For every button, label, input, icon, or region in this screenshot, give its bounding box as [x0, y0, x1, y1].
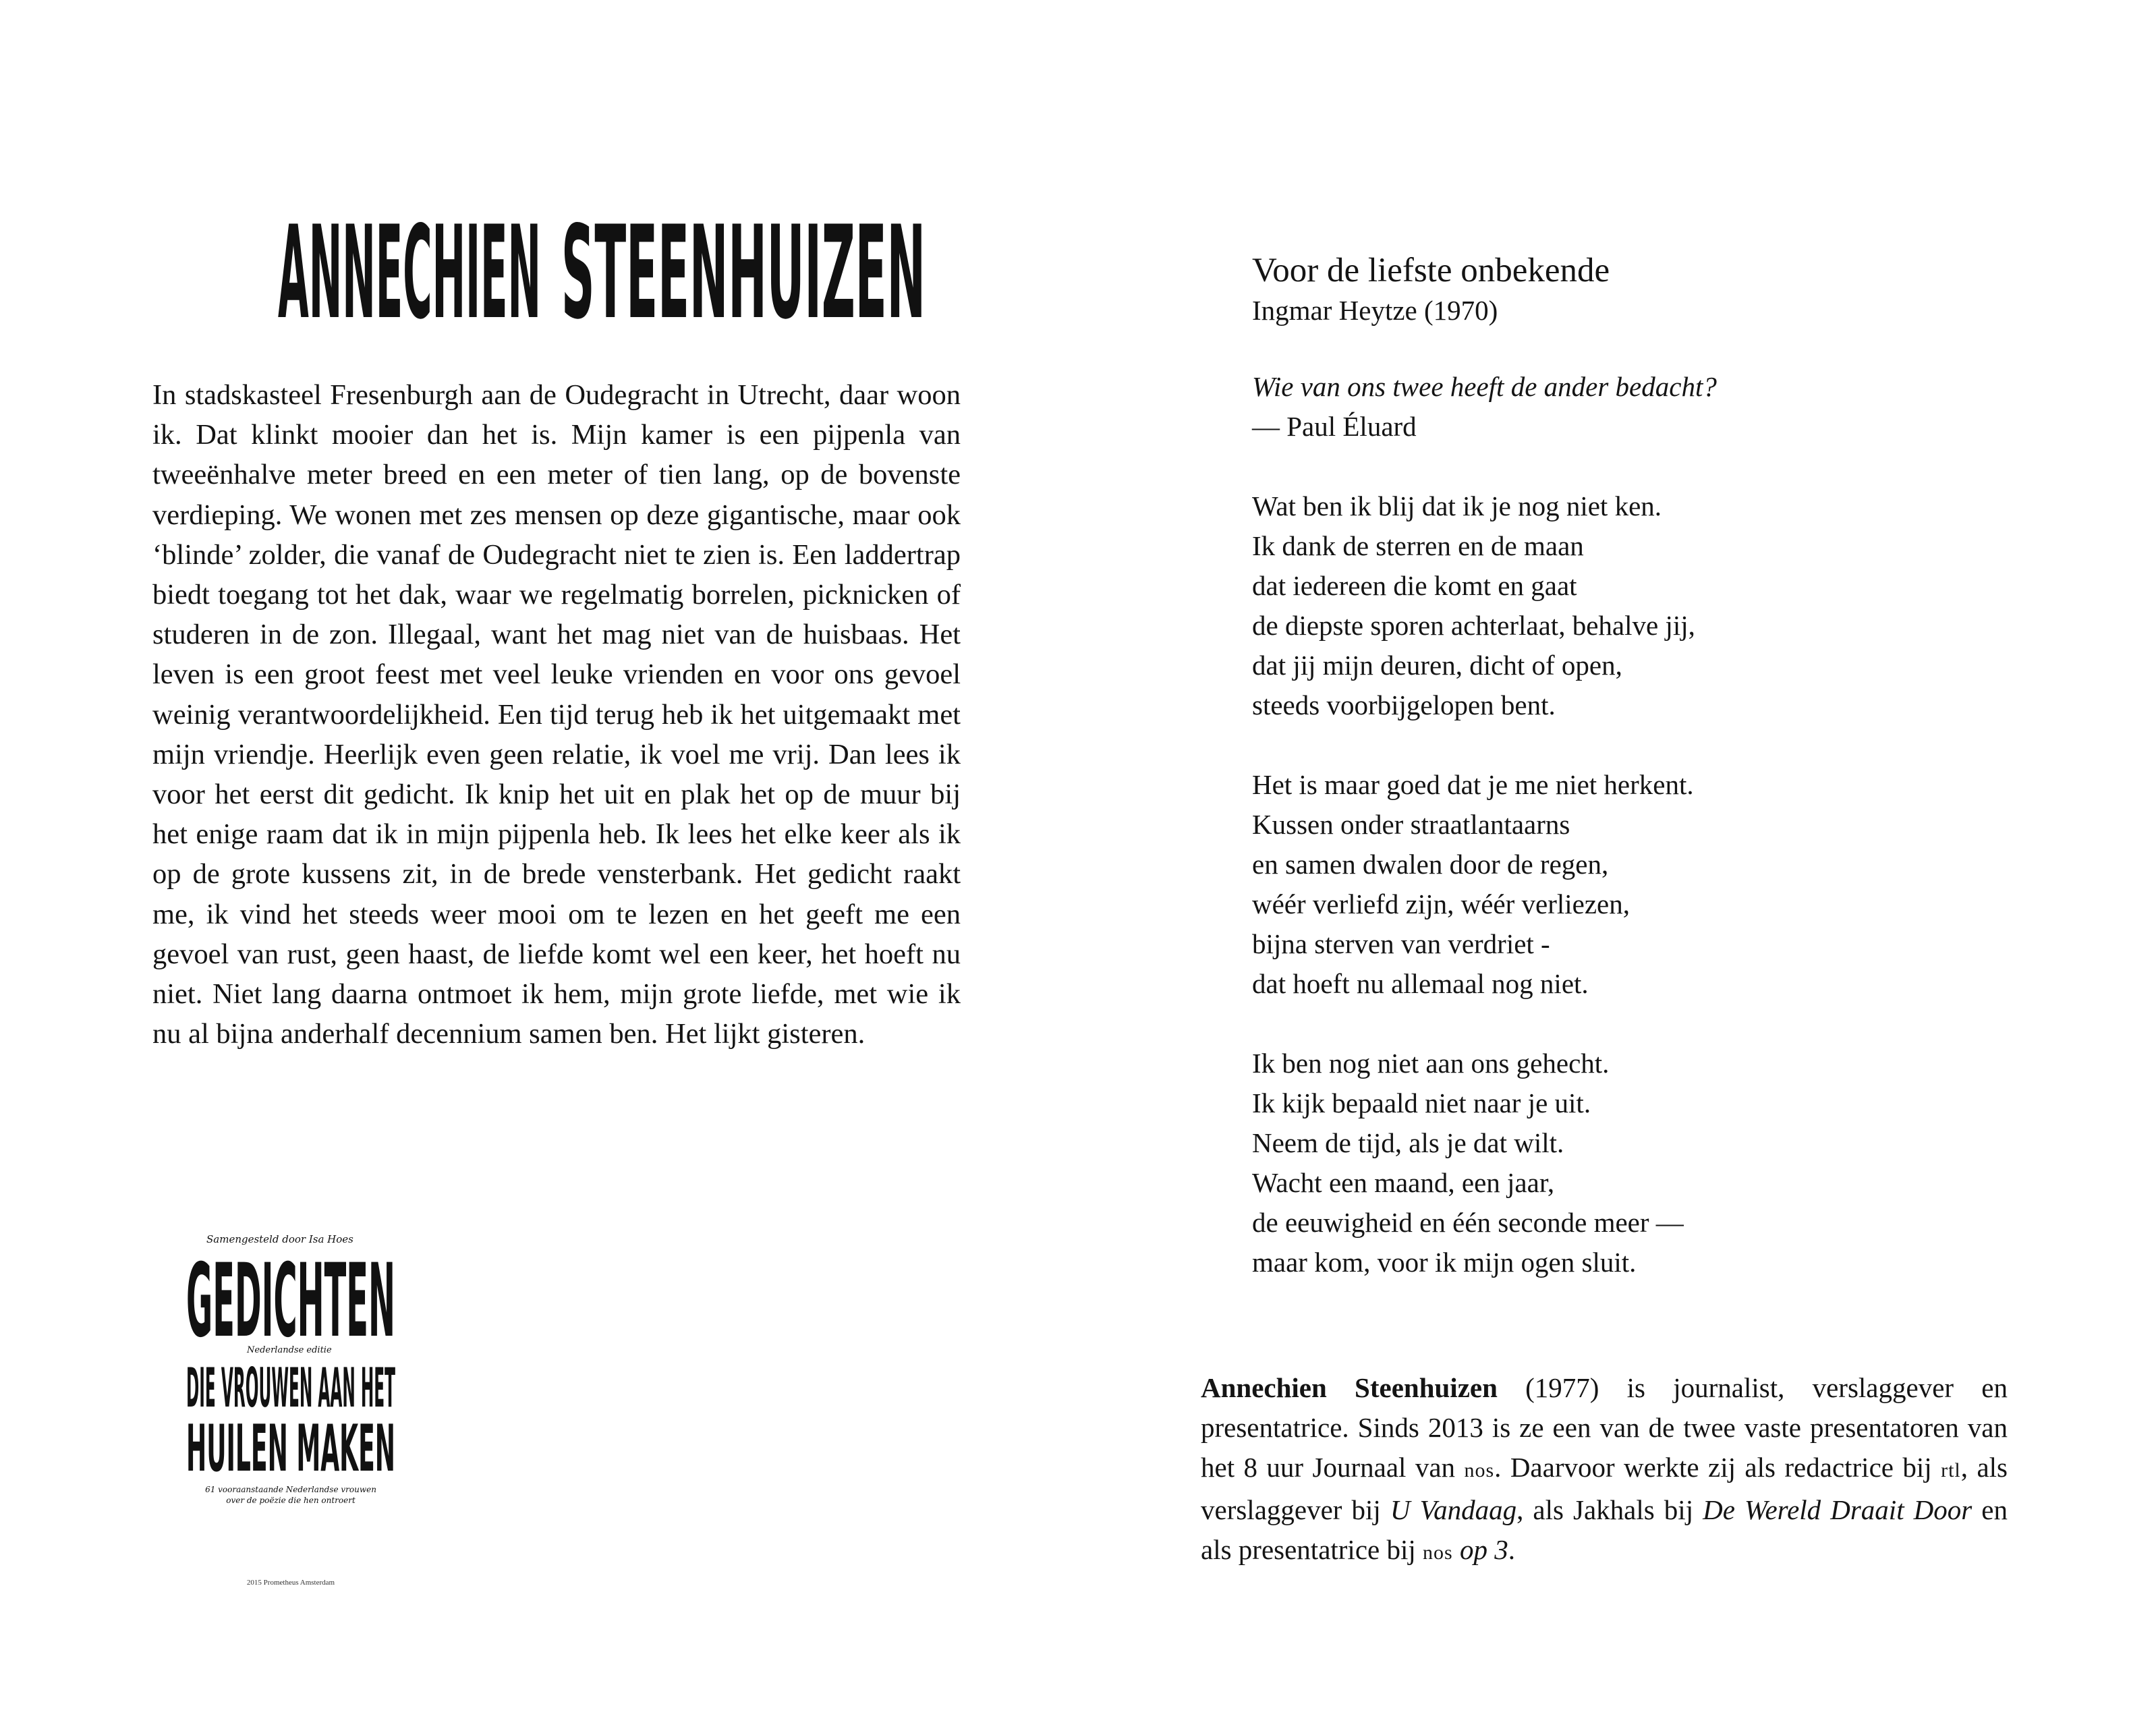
poem-line: steeds voorbijgelopen bent. — [1252, 689, 1556, 720]
poem-line: Ik ben nog niet aan ons gehecht. — [1252, 1048, 1610, 1079]
author-bio — [1201, 1368, 2008, 1573]
cover-subtitle-line-2: HUILEN MAKEN — [186, 1412, 395, 1486]
poem-line: Wacht een maand, een jaar, — [1252, 1167, 1555, 1198]
poem-line: de eeuwigheid en één seconde meer — — [1252, 1207, 1684, 1238]
poem-line: Ik dank de sterren en de maan — [1252, 530, 1584, 561]
poem-line: Wat ben ik blij dat ik je nog niet ken. — [1252, 490, 1662, 521]
personal-story: In stadskasteel Fresenburgh aan de Oudegracht in Utrecht, daar woon ik. Dat klinkt mooier dan het is. Mijn kamer is een pijpenla van tweeënhalve meter breed en een meter of tien lang, op de bovenste verdieping. We wonen met zes mensen op deze gigantische, maar ook ‘blinde’ zolder, die vanaf de Oudegracht niet te zien is. Een laddertrap biedt toegang tot het dak, waar we regelmatig borrelen, picknicken of studeren in de zon. Illegaal, want het mag niet van de huisbaas. Het leven is een groot feest met veel leuke vrienden en voor ons gevoel weinig verantwoordelijkheid. Een tijd terug heb ik het uitgemaakt met mijn vriendje. Heerlijk even geen relatie, ik voel me vrij. Dan lees ik voor het eerst dit gedicht. Ik knip het uit en plak het op de muur bij het enige raam dat ik in mijn pijpenla heb. Ik lees het elke keer als ik op de grote kussens zit, in de brede vensterbank. Het gedicht raakt me, ik vind het steeds weer mooi om te lezen en het geeft me een gevoel van rust, geen haast, de liefde komt wel een keer, het hoeft nu niet. Niet lang daarna ontmoet ik hem, mijn grote liefde, met wie ik nu al bijna anderhalf decennium samen ben. Het lijkt gisteren. — [152, 379, 961, 1050]
cover-subtitle-line-1: DIE VROUWEN AAN HET — [186, 1357, 396, 1419]
cover-tagline-line-1: 61 vooraanstaande Nederlandse vrouwen — [205, 1485, 376, 1494]
cover-title: GEDICHTEN — [186, 1243, 395, 1360]
stanza-2 — [1252, 765, 1994, 1004]
bio-rtl: rtl — [1941, 1459, 1961, 1481]
author-first-name: ANNECHIEN — [278, 202, 541, 337]
author-title — [264, 202, 939, 337]
poem-line: Ik kijk bepaald niet naar je uit. — [1252, 1087, 1591, 1119]
bio-nos-2: nos — [1423, 1541, 1453, 1564]
book-cover-art — [179, 1221, 402, 1558]
cover-tagline-line-2: over de poëzie die hen ontroert — [226, 1496, 356, 1505]
bio-text: , als verslaggever bij — [1201, 1452, 2008, 1525]
bio-op3: op 3 — [1452, 1534, 1508, 1565]
poem-epigraph: Wie van ons twee heeft de ander bedacht? — [1252, 371, 1717, 402]
author-last-name: STEENHUIZEN — [561, 202, 926, 337]
poem-author: Ingmar Heytze (1970) — [1252, 295, 1498, 326]
bio-text: . Daarvoor werkte zij als redactrice bij — [1494, 1452, 1941, 1483]
poem-line: dat iedereen die komt en gaat — [1252, 570, 1577, 601]
bio-name: Annechien Steenhuizen — [1201, 1372, 1498, 1403]
bio-nos: nos — [1464, 1459, 1495, 1481]
poem-title: Voor de liefste onbekende — [1252, 252, 1610, 289]
bio-u-vandaag: U Vandaag — [1390, 1494, 1517, 1525]
stanza-1 — [1252, 486, 1994, 725]
poem-line: Het is maar goed dat je me niet herkent. — [1252, 769, 1694, 800]
cover-edition: Nederlandse editie — [247, 1345, 332, 1355]
poem-line: dat jij mijn deuren, dicht of open, — [1252, 650, 1622, 681]
poem-line: dat hoeft nu allemaal nog niet. — [1252, 968, 1589, 999]
bio-text: , als Jakhals bij — [1516, 1494, 1703, 1525]
cover-publisher: 2015 Prometheus Amsterdam — [246, 1579, 335, 1587]
poem — [1252, 250, 1994, 1322]
poem-epigraph-author: — Paul Éluard — [1252, 411, 1417, 442]
poem-line: de diepste sporen achterlaat, behalve jij, — [1252, 610, 1695, 641]
bio-dwdd: De Wereld Draait Door — [1703, 1494, 1973, 1525]
bio-text: . — [1508, 1534, 1515, 1565]
stanza-3 — [1252, 1044, 1994, 1282]
poem-line: en samen dwalen door de regen, — [1252, 849, 1609, 880]
poem-line: Neem de tijd, als je dat wilt. — [1252, 1127, 1564, 1158]
poem-line: Kussen onder straatlantaarns — [1252, 809, 1570, 840]
author-title-lettering — [264, 202, 939, 337]
poem-line: bijna sterven van verdriet - — [1252, 928, 1550, 959]
bio-text: (1977) is journalist, verslaggever en presentatrice. Sinds 2013 is ze een van de twee vaste presentatoren van het 8 uur Journaal van — [1201, 1372, 2008, 1483]
cover-compiled-by: Samengesteld door Isa Hoes — [206, 1233, 353, 1245]
bio-text: en als presentatrice bij — [1201, 1494, 2008, 1565]
poem-line: maar kom, voor ik mijn ogen sluit. — [1252, 1247, 1637, 1278]
poem-line: wéér verliefd zijn, wéér verliezen, — [1252, 888, 1630, 919]
book-cover — [179, 1221, 402, 1599]
